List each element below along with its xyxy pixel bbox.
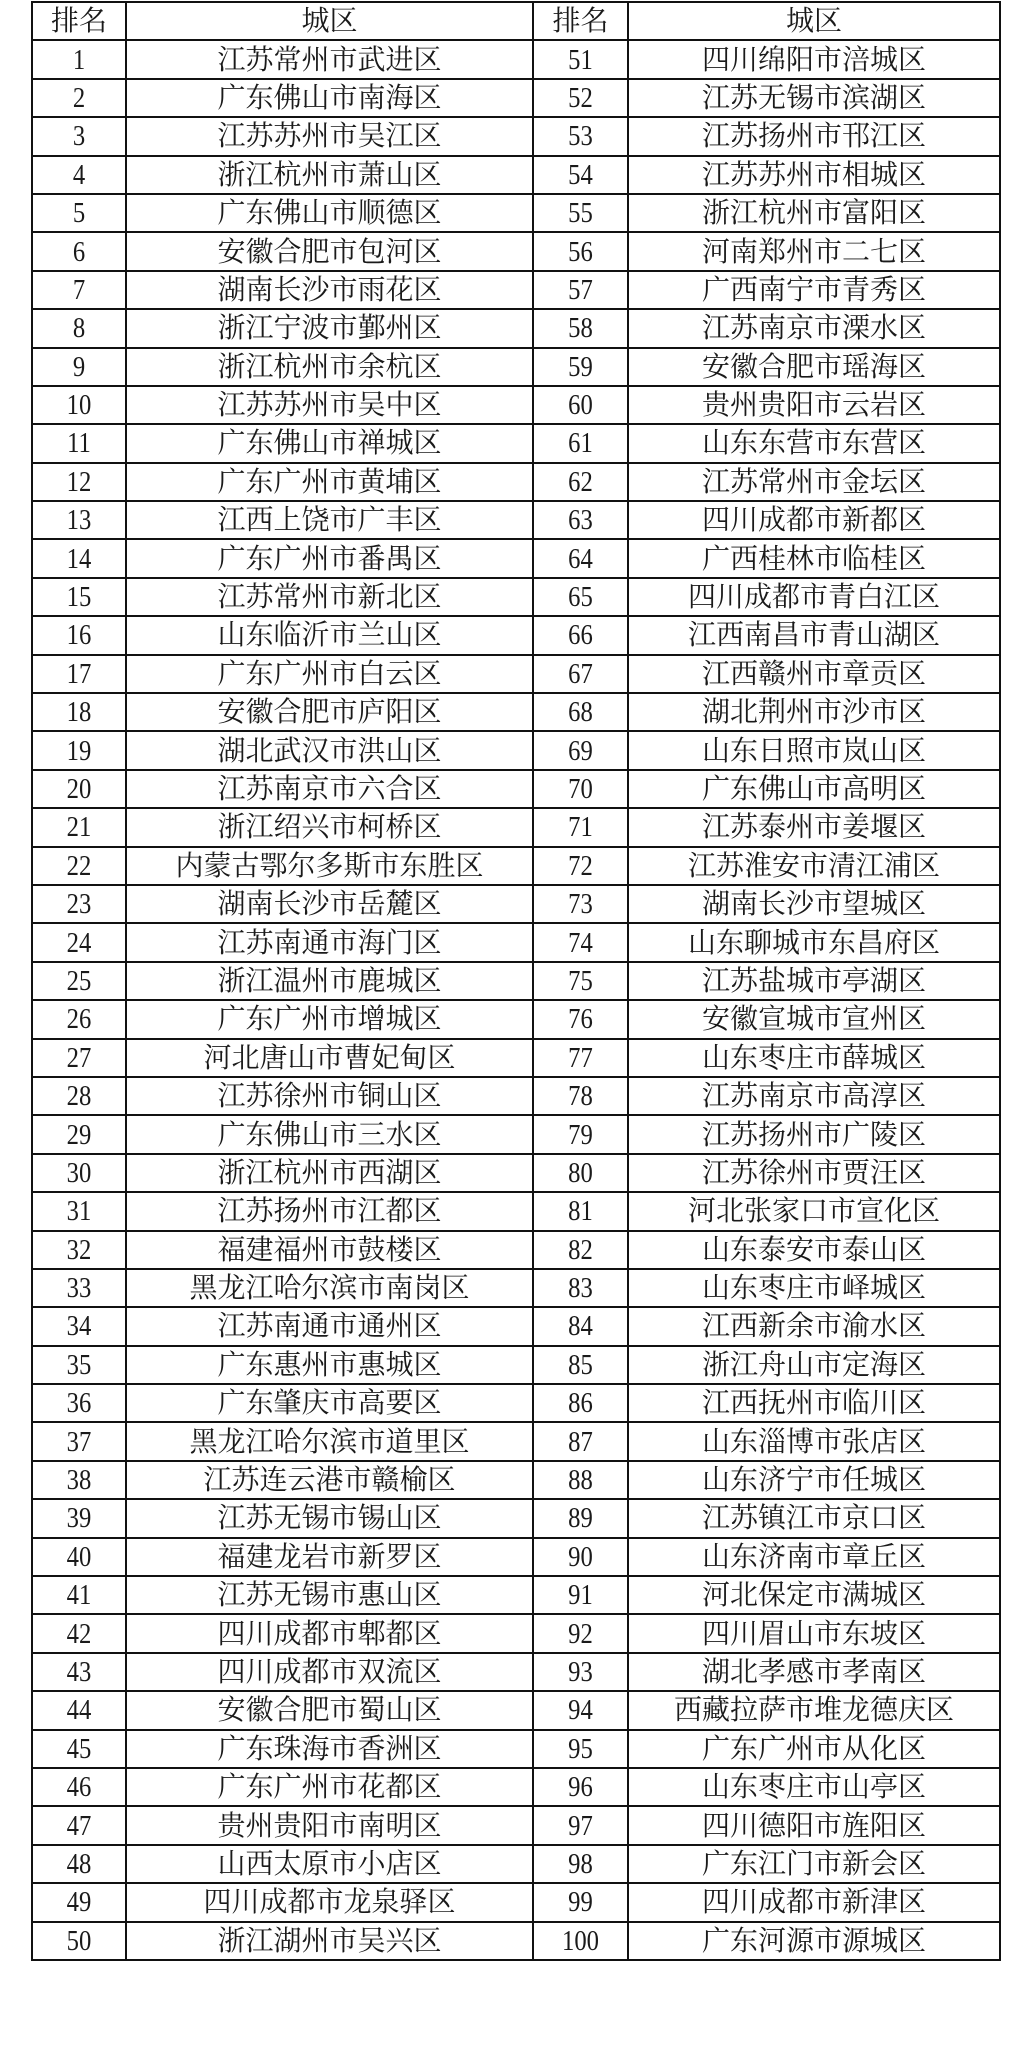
rank-left-cell: 44: [39, 1691, 119, 1729]
rank-right-cell: 93: [540, 1653, 621, 1691]
district-left-cell: 江苏苏州市吴江区: [126, 117, 533, 155]
table-row: [32, 655, 1000, 693]
district-right-cell: 江苏泰州市姜堰区: [628, 808, 1000, 846]
rank-right-cell: 71: [540, 808, 621, 846]
district-left-cell: 广东佛山市禅城区: [126, 424, 533, 462]
district-left-cell: 黑龙江哈尔滨市道里区: [126, 1422, 533, 1460]
district-right-cell: 江苏淮安市清江浦区: [628, 847, 1000, 885]
district-right-cell: 安徽合肥市瑶海区: [628, 348, 1000, 386]
district-right-cell: 山东枣庄市山亭区: [628, 1768, 1000, 1806]
rank-right-cell: 60: [540, 386, 621, 424]
district-left-cell: 浙江宁波市鄞州区: [126, 309, 533, 347]
table-row: [32, 463, 1000, 501]
rank-right-cell: 83: [540, 1269, 621, 1307]
district-right-cell: 山东枣庄市峄城区: [628, 1269, 1000, 1307]
rank-right-cell: 95: [540, 1730, 621, 1768]
rank-right-cell: 75: [540, 962, 621, 1000]
table-row: [32, 1422, 1000, 1460]
rank-left-cell: 24: [39, 923, 119, 961]
district-right-cell: 浙江舟山市定海区: [628, 1346, 1000, 1384]
district-ranking-table: [31, 1, 1001, 1961]
district-right-cell: 江苏南京市溧水区: [628, 309, 1000, 347]
district-left-cell: 江苏徐州市铜山区: [126, 1077, 533, 1115]
rank-left-cell: 45: [39, 1730, 119, 1768]
table-row: [32, 40, 1000, 78]
district-right-cell: 江西南昌市青山湖区: [628, 616, 1000, 654]
rank-left-cell: 14: [39, 539, 119, 577]
district-left-cell: 江苏苏州市吴中区: [126, 386, 533, 424]
district-left-cell: 黑龙江哈尔滨市南岗区: [126, 1269, 533, 1307]
rank-left-cell: 40: [39, 1538, 119, 1576]
rank-right-cell: 100: [540, 1922, 621, 1960]
district-right-cell: 江苏盐城市亭湖区: [628, 962, 1000, 1000]
district-left-cell: 四川成都市双流区: [126, 1653, 533, 1691]
district-left-cell: 浙江绍兴市柯桥区: [126, 808, 533, 846]
table-row: [32, 1653, 1000, 1691]
rank-right-cell: 69: [540, 731, 621, 769]
rank-left-cell: 7: [39, 271, 119, 309]
rank-right-cell: 78: [540, 1077, 621, 1115]
rank-left-cell: 50: [39, 1922, 119, 1960]
rank-left-cell: 5: [39, 194, 119, 232]
rank-right-cell: 94: [540, 1691, 621, 1729]
rank-right-cell: 86: [540, 1384, 621, 1422]
rank-right-cell: 53: [540, 117, 621, 155]
rank-right-cell: 97: [540, 1806, 621, 1844]
rank-left-cell: 31: [39, 1192, 119, 1230]
district-right-cell: 广东河源市源城区: [628, 1922, 1000, 1960]
rank-right-cell: 70: [540, 770, 621, 808]
rank-right-cell: 61: [540, 424, 621, 462]
table-row: [32, 1845, 1000, 1883]
district-left-cell: 江苏扬州市江都区: [126, 1192, 533, 1230]
table-row: [32, 1614, 1000, 1652]
district-right-cell: 山东泰安市泰山区: [628, 1231, 1000, 1269]
rank-right-cell: 76: [540, 1000, 621, 1038]
rank-right-cell: 87: [540, 1422, 621, 1460]
district-right-cell: 江苏南京市高淳区: [628, 1077, 1000, 1115]
table-row: [32, 424, 1000, 462]
district-right-cell: 山东日照市岚山区: [628, 731, 1000, 769]
rank-right-cell: 85: [540, 1346, 621, 1384]
table-row: [32, 1192, 1000, 1230]
district-left-cell: 广东广州市白云区: [126, 655, 533, 693]
rank-right-cell: 56: [540, 232, 621, 270]
district-left-cell: 广东广州市黄埔区: [126, 463, 533, 501]
district-right-cell: 江苏常州市金坛区: [628, 463, 1000, 501]
rank-left-cell: 11: [39, 424, 119, 462]
district-left-cell: 广东佛山市南海区: [126, 79, 533, 117]
rank-right-cell: 84: [540, 1307, 621, 1345]
district-left-cell: 广东佛山市顺德区: [126, 194, 533, 232]
district-left-cell: 广东广州市花都区: [126, 1768, 533, 1806]
district-right-cell: 四川成都市青白江区: [628, 578, 1000, 616]
rank-left-cell: 20: [39, 770, 119, 808]
district-right-cell: 江苏扬州市广陵区: [628, 1115, 1000, 1153]
table-row: [32, 309, 1000, 347]
table-row: [32, 1768, 1000, 1806]
district-right-cell: 江西赣州市章贡区: [628, 655, 1000, 693]
district-right-cell: 河北保定市满城区: [628, 1576, 1000, 1614]
district-right-cell: 山东东营市东营区: [628, 424, 1000, 462]
rank-left-cell: 15: [39, 578, 119, 616]
district-right-cell: 江苏扬州市邗江区: [628, 117, 1000, 155]
district-right-cell: 山东聊城市东昌府区: [628, 923, 1000, 961]
district-right-cell: 江西新余市渝水区: [628, 1307, 1000, 1345]
rank-left-cell: 28: [39, 1077, 119, 1115]
rank-left-cell: 12: [39, 463, 119, 501]
district-right-cell: 广东广州市从化区: [628, 1730, 1000, 1768]
district-right-cell: 山东济南市章丘区: [628, 1538, 1000, 1576]
district-left-cell: 内蒙古鄂尔多斯市东胜区: [126, 847, 533, 885]
table-row: [32, 693, 1000, 731]
rank-right-cell: 51: [540, 40, 621, 78]
district-left-cell: 浙江杭州市西湖区: [126, 1154, 533, 1192]
table-body: [32, 40, 1000, 1960]
district-right-cell: 四川绵阳市涪城区: [628, 40, 1000, 78]
table-row: [32, 962, 1000, 1000]
table-row: [32, 1307, 1000, 1345]
table-row: [32, 1346, 1000, 1384]
district-left-cell: 浙江湖州市吴兴区: [126, 1922, 533, 1960]
rank-right-cell: 98: [540, 1845, 621, 1883]
rank-right-cell: 91: [540, 1576, 621, 1614]
rank-left-cell: 42: [39, 1614, 119, 1652]
rank-right-cell: 88: [540, 1461, 621, 1499]
district-left-cell: 四川成都市郫都区: [126, 1614, 533, 1652]
table-row: [32, 271, 1000, 309]
district-left-cell: 江苏常州市新北区: [126, 578, 533, 616]
district-right-cell: 湖北荆州市沙市区: [628, 693, 1000, 731]
district-right-cell: 山东枣庄市薛城区: [628, 1039, 1000, 1077]
table-row: [32, 1883, 1000, 1921]
rank-left-cell: 29: [39, 1115, 119, 1153]
rank-right-cell: 96: [540, 1768, 621, 1806]
rank-left-cell: 30: [39, 1154, 119, 1192]
district-left-cell: 江西上饶市广丰区: [126, 501, 533, 539]
rank-left-cell: 21: [39, 808, 119, 846]
rank-right-cell: 59: [540, 348, 621, 386]
district-left-cell: 福建龙岩市新罗区: [126, 1538, 533, 1576]
rank-right-cell: 77: [540, 1039, 621, 1077]
rank-left-cell: 18: [39, 693, 119, 731]
district-left-cell: 湖南长沙市雨花区: [126, 271, 533, 309]
rank-left-cell: 39: [39, 1499, 119, 1537]
district-left-cell: 江苏无锡市锡山区: [126, 1499, 533, 1537]
district-left-cell: 江苏南京市六合区: [126, 770, 533, 808]
rank-right-cell: 80: [540, 1154, 621, 1192]
district-left-cell: 江苏南通市海门区: [126, 923, 533, 961]
table-row: [32, 616, 1000, 654]
district-right-cell: 西藏拉萨市堆龙德庆区: [628, 1691, 1000, 1729]
district-left-cell: 福建福州市鼓楼区: [126, 1231, 533, 1269]
rank-left-cell: 3: [39, 117, 119, 155]
rank-right-cell: 57: [540, 271, 621, 309]
rank-right-cell: 68: [540, 693, 621, 731]
rank-left-cell: 26: [39, 1000, 119, 1038]
rank-left-cell: 1: [39, 40, 119, 78]
table-row: [32, 232, 1000, 270]
district-left-cell: 山东临沂市兰山区: [126, 616, 533, 654]
rank-left-cell: 22: [39, 847, 119, 885]
rank-right-cell: 90: [540, 1538, 621, 1576]
table-row: [32, 1691, 1000, 1729]
rank-left-cell: 17: [39, 655, 119, 693]
table-row: [32, 1576, 1000, 1614]
district-left-cell: 安徽合肥市包河区: [126, 232, 533, 270]
district-left-cell: 江苏南通市通州区: [126, 1307, 533, 1345]
rank-left-cell: 16: [39, 616, 119, 654]
rank-left-cell: 13: [39, 501, 119, 539]
table-row: [32, 1154, 1000, 1192]
district-left-cell: 浙江温州市鹿城区: [126, 962, 533, 1000]
table-row: [32, 1499, 1000, 1537]
district-left-cell: 湖北武汉市洪山区: [126, 731, 533, 769]
district-left-cell: 江苏无锡市惠山区: [126, 1576, 533, 1614]
rank-left-cell: 25: [39, 962, 119, 1000]
rank-left-cell: 48: [39, 1845, 119, 1883]
rank-left-cell: 43: [39, 1653, 119, 1691]
table-row: [32, 1384, 1000, 1422]
table-row: [32, 923, 1000, 961]
header-rank-left: 排名: [32, 2, 126, 40]
rank-right-cell: 66: [540, 616, 621, 654]
rank-right-cell: 52: [540, 79, 621, 117]
table-row: [32, 501, 1000, 539]
district-right-cell: 广西桂林市临桂区: [628, 539, 1000, 577]
rank-left-cell: 33: [39, 1269, 119, 1307]
district-left-cell: 安徽合肥市蜀山区: [126, 1691, 533, 1729]
rank-left-cell: 41: [39, 1576, 119, 1614]
district-right-cell: 四川眉山市东坡区: [628, 1614, 1000, 1652]
district-right-cell: 河南郑州市二七区: [628, 232, 1000, 270]
table-row: [32, 885, 1000, 923]
rank-right-cell: 99: [540, 1883, 621, 1921]
district-right-cell: 湖南长沙市望城区: [628, 885, 1000, 923]
rank-right-cell: 92: [540, 1614, 621, 1652]
district-right-cell: 四川成都市新都区: [628, 501, 1000, 539]
rank-right-cell: 65: [540, 578, 621, 616]
district-right-cell: 湖北孝感市孝南区: [628, 1653, 1000, 1691]
district-right-cell: 山东淄博市张店区: [628, 1422, 1000, 1460]
rank-left-cell: 36: [39, 1384, 119, 1422]
rank-left-cell: 49: [39, 1883, 119, 1921]
rank-left-cell: 2: [39, 79, 119, 117]
rank-right-cell: 54: [540, 156, 621, 194]
rank-left-cell: 32: [39, 1231, 119, 1269]
table-row: [32, 731, 1000, 769]
header-row: [32, 2, 1000, 40]
district-right-cell: 广东佛山市高明区: [628, 770, 1000, 808]
rank-right-cell: 63: [540, 501, 621, 539]
rank-right-cell: 64: [540, 539, 621, 577]
rank-left-cell: 47: [39, 1806, 119, 1844]
table-row: [32, 770, 1000, 808]
district-left-cell: 江苏连云港市赣榆区: [126, 1461, 533, 1499]
rank-right-cell: 62: [540, 463, 621, 501]
district-right-cell: 四川成都市新津区: [628, 1883, 1000, 1921]
rank-left-cell: 23: [39, 885, 119, 923]
rank-left-cell: 35: [39, 1346, 119, 1384]
rank-right-cell: 72: [540, 847, 621, 885]
district-left-cell: 四川成都市龙泉驿区: [126, 1883, 533, 1921]
rank-left-cell: 37: [39, 1422, 119, 1460]
district-left-cell: 浙江杭州市余杭区: [126, 348, 533, 386]
table-row: [32, 808, 1000, 846]
district-right-cell: 山东济宁市任城区: [628, 1461, 1000, 1499]
rank-left-cell: 9: [39, 348, 119, 386]
district-left-cell: 湖南长沙市岳麓区: [126, 885, 533, 923]
district-right-cell: 广东江门市新会区: [628, 1845, 1000, 1883]
district-right-cell: 安徽宣城市宣州区: [628, 1000, 1000, 1038]
rank-left-cell: 19: [39, 731, 119, 769]
header-district-right: 城区: [628, 2, 1000, 40]
district-left-cell: 广东广州市番禺区: [126, 539, 533, 577]
table-row: [32, 348, 1000, 386]
rank-right-cell: 73: [540, 885, 621, 923]
district-right-cell: 江苏苏州市相城区: [628, 156, 1000, 194]
district-right-cell: 江西抚州市临川区: [628, 1384, 1000, 1422]
rank-left-cell: 6: [39, 232, 119, 270]
table-row: [32, 1538, 1000, 1576]
table-row: [32, 79, 1000, 117]
header-rank-right: 排名: [533, 2, 628, 40]
rank-left-cell: 27: [39, 1039, 119, 1077]
district-left-cell: 贵州贵阳市南明区: [126, 1806, 533, 1844]
table-row: [32, 386, 1000, 424]
district-right-cell: 河北张家口市宣化区: [628, 1192, 1000, 1230]
rank-right-cell: 74: [540, 923, 621, 961]
district-right-cell: 江苏无锡市滨湖区: [628, 79, 1000, 117]
table-row: [32, 117, 1000, 155]
ranking-table-container: [31, 1, 1001, 1961]
district-left-cell: 浙江杭州市萧山区: [126, 156, 533, 194]
district-left-cell: 广东珠海市香洲区: [126, 1730, 533, 1768]
rank-right-cell: 82: [540, 1231, 621, 1269]
table-row: [32, 578, 1000, 616]
table-row: [32, 1231, 1000, 1269]
district-left-cell: 广东广州市增城区: [126, 1000, 533, 1038]
table-row: [32, 156, 1000, 194]
rank-right-cell: 81: [540, 1192, 621, 1230]
rank-right-cell: 67: [540, 655, 621, 693]
rank-left-cell: 38: [39, 1461, 119, 1499]
table-row: [32, 1077, 1000, 1115]
district-right-cell: 贵州贵阳市云岩区: [628, 386, 1000, 424]
table-row: [32, 1730, 1000, 1768]
district-left-cell: 安徽合肥市庐阳区: [126, 693, 533, 731]
rank-right-cell: 58: [540, 309, 621, 347]
table-row: [32, 1115, 1000, 1153]
table-row: [32, 194, 1000, 232]
district-left-cell: 河北唐山市曹妃甸区: [126, 1039, 533, 1077]
district-right-cell: 江苏徐州市贾汪区: [628, 1154, 1000, 1192]
rank-left-cell: 8: [39, 309, 119, 347]
table-row: [32, 1461, 1000, 1499]
rank-left-cell: 46: [39, 1768, 119, 1806]
rank-left-cell: 4: [39, 156, 119, 194]
table-row: [32, 847, 1000, 885]
district-left-cell: 广东惠州市惠城区: [126, 1346, 533, 1384]
table-row: [32, 1000, 1000, 1038]
rank-right-cell: 89: [540, 1499, 621, 1537]
table-row: [32, 1806, 1000, 1844]
table-row: [32, 1039, 1000, 1077]
district-right-cell: 江苏镇江市京口区: [628, 1499, 1000, 1537]
rank-left-cell: 10: [39, 386, 119, 424]
district-right-cell: 浙江杭州市富阳区: [628, 194, 1000, 232]
rank-right-cell: 79: [540, 1115, 621, 1153]
rank-right-cell: 55: [540, 194, 621, 232]
district-right-cell: 广西南宁市青秀区: [628, 271, 1000, 309]
district-left-cell: 山西太原市小店区: [126, 1845, 533, 1883]
district-left-cell: 广东佛山市三水区: [126, 1115, 533, 1153]
district-left-cell: 广东肇庆市高要区: [126, 1384, 533, 1422]
district-left-cell: 江苏常州市武进区: [126, 40, 533, 78]
table-row: [32, 1269, 1000, 1307]
rank-left-cell: 34: [39, 1307, 119, 1345]
table-row: [32, 1922, 1000, 1960]
header-district-left: 城区: [126, 2, 533, 40]
district-right-cell: 四川德阳市旌阳区: [628, 1806, 1000, 1844]
table-row: [32, 539, 1000, 577]
